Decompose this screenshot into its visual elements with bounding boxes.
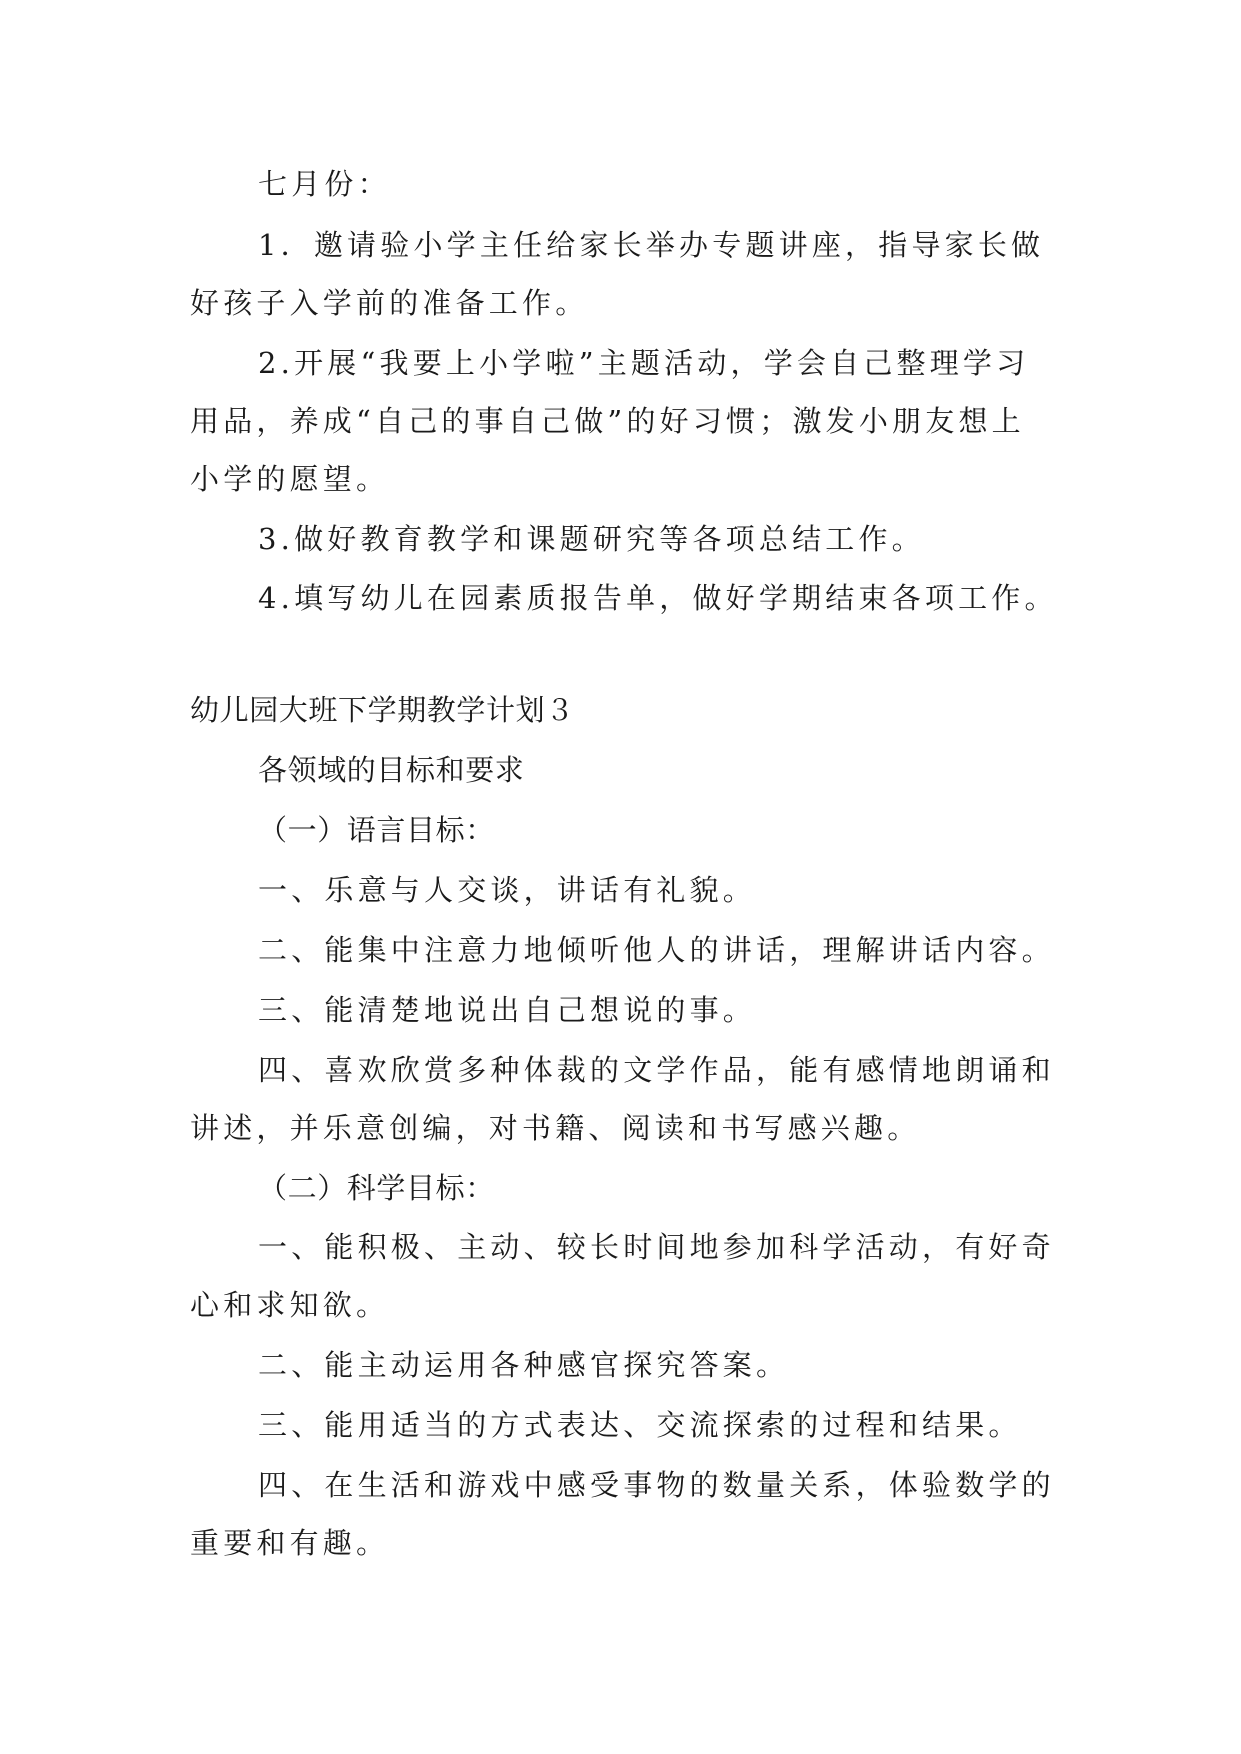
plan-title: 幼儿园大班下学期教学计划３ (190, 693, 575, 727)
science-goal-4-line-1: 四、在生活和游戏中感受事物的数量关系，体验数学的 (258, 1468, 1055, 1502)
july-label: 七月份： (258, 167, 391, 201)
july-item-2-line-1: 2.开展“我要上小学啦”主题活动，学会自己整理学习 (258, 346, 1030, 380)
language-heading: （一）语言目标： (258, 813, 495, 847)
july-item-3: 3.做好教育教学和课题研究等各项总结工作。 (258, 522, 925, 556)
language-goal-3: 三、能清楚地说出自己想说的事。 (258, 993, 757, 1027)
july-item-2-line-3: 小学的愿望。 (190, 462, 390, 496)
science-goal-3: 三、能用适当的方式表达、交流探索的过程和结果。 (258, 1408, 1022, 1442)
science-goal-4-line-2: 重要和有趣。 (190, 1526, 390, 1560)
july-item-4: 4.填写幼儿在园素质报告单，做好学期结束各项工作。 (258, 581, 1058, 615)
science-heading: （二）科学目标： (258, 1171, 495, 1205)
language-goal-2: 二、能集中注意力地倾听他人的讲话，理解讲话内容。 (258, 933, 1055, 967)
july-item-1-line-1: 1．邀请验小学主任给家长举办专题讲座，指导家长做 (258, 228, 1045, 262)
science-goal-1-line-2: 心和求知欲。 (190, 1288, 390, 1322)
july-item-1-line-2: 好孩子入学前的准备工作。 (190, 286, 589, 320)
science-goal-1-line-1: 一、能积极、主动、较长时间地参加科学活动，有好奇 (258, 1230, 1055, 1264)
language-goal-4-line-1: 四、喜欢欣赏多种体裁的文学作品，能有感情地朗诵和 (258, 1053, 1055, 1087)
plan-subtitle: 各领域的目标和要求 (258, 753, 525, 787)
language-goal-1: 一、乐意与人交谈，讲话有礼貌。 (258, 873, 757, 907)
language-goal-4-line-2: 讲述，并乐意创编，对书籍、阅读和书写感兴趣。 (190, 1111, 921, 1145)
july-item-2-line-2: 用品，养成“自己的事自己做”的好习惯；激发小朋友想上 (190, 404, 1025, 438)
science-goal-2: 二、能主动运用各种感官探究答案。 (258, 1348, 790, 1382)
